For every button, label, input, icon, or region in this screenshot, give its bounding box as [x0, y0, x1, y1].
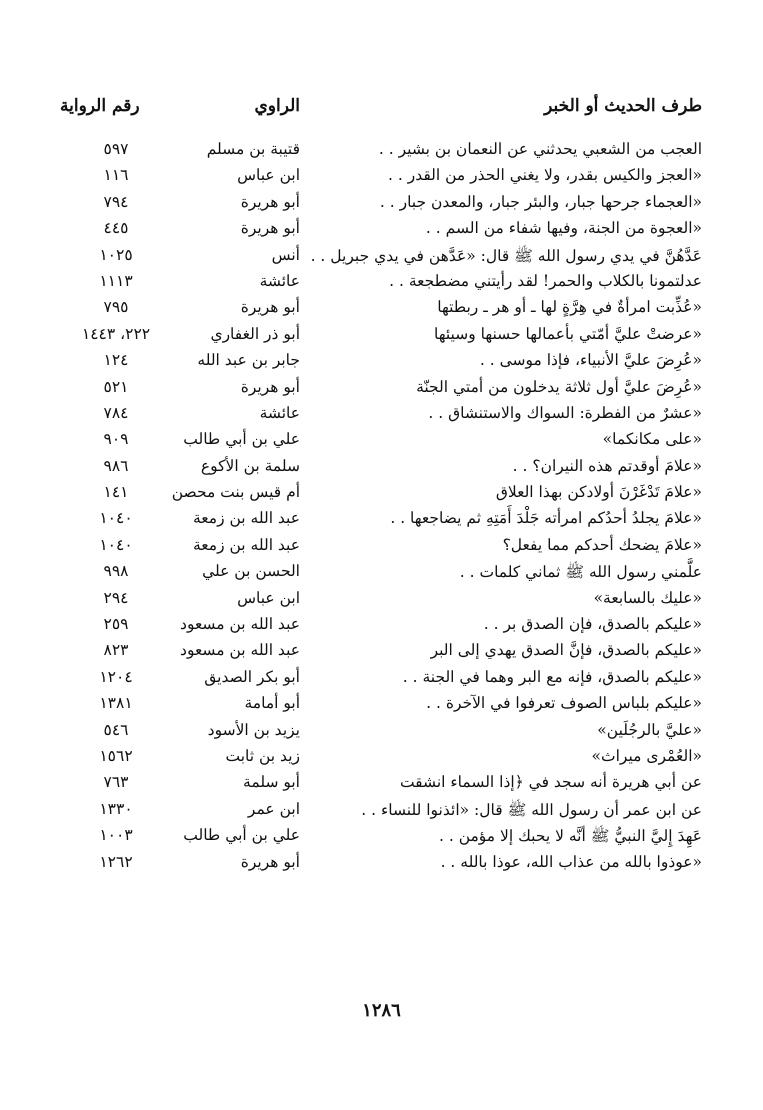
narration-number: ١٢٦٢ [99, 852, 133, 871]
narration-number: ٢٢٢، ١٤٤٣ [81, 324, 151, 343]
table-row [60, 826, 702, 852]
narrator-name: أم قيس بنت محصن [171, 483, 300, 502]
hadith-text: «علامَ يضحك أحدكم مما يفعل؟ [502, 535, 702, 554]
table-header [60, 96, 702, 122]
narrator-name: أبو هريرة [240, 192, 300, 211]
narration-number: ١٢٤ [103, 351, 129, 370]
table-row [60, 853, 702, 879]
hadith-text: «عليكم بالصدق، فإن الصدق بر . . [483, 615, 702, 634]
table-row [60, 509, 702, 535]
narrator-name: أبو أمامة [244, 694, 300, 713]
hadith-text: «عُذِّبت امرأةٌ في هِرَّةٍ لها ـ أو هر ـ ربطتها [437, 298, 702, 317]
narrator-name: قتيبة بن مسلم [206, 140, 300, 158]
narration-number: ٥٤٦ [103, 720, 129, 739]
hadith-text: «العجماء جرحها جبار، والبئر جبار، والمعدن جبار . . [379, 192, 702, 211]
hadith-text: عن أبي هريرة أنه سجد في ﴿إذا السماء انشقت [399, 773, 702, 792]
narrator-name: عبد الله بن زمعة [192, 509, 300, 528]
table-row [60, 800, 702, 826]
narrator-name: أبو بكر الصديق [204, 667, 300, 686]
hadith-text: «عليكم بلباس الصوف تعرفوا في الآخرة . . [426, 694, 702, 713]
narration-number: ١٠٠٣ [99, 826, 133, 845]
narrator-name: ابن عمر [247, 799, 300, 818]
narrator-name: أبو هريرة [240, 852, 300, 871]
table-row [60, 404, 702, 430]
page-number: ١٢٨٦ [362, 1000, 401, 1021]
narration-number: ٥٢١ [103, 377, 129, 396]
narrator-name: علي بن أبي طالب [183, 430, 300, 449]
table-row [60, 589, 702, 615]
narration-number: ٧٦٣ [103, 773, 129, 792]
narrator-name: أبو هريرة [240, 219, 300, 238]
hadith-text: «على مكانكما» [602, 430, 702, 449]
table-row [60, 562, 702, 588]
narration-number: ١٠٤٠ [99, 509, 133, 528]
table-row [60, 457, 702, 483]
table-row [60, 166, 702, 192]
hadith-text: عَدَّهُنَّ في يدي رسول الله ﷺ قال: «عَدَّهن في يدي جبريل . . [310, 246, 702, 265]
hadith-text: عن ابن عمر أن رسول الله ﷺ قال: «ائذنوا للنساء . . [361, 800, 702, 819]
hadith-text: «علامَ يجلدُ أحدُكم امرأته جَلْدَ أَمَتِهِ ثم يضاجعها . . [390, 509, 702, 528]
narrator-name: ابن عباس [237, 166, 300, 185]
narration-number: ١١١٣ [99, 271, 133, 290]
narrator-name: زيد بن ثابت [225, 746, 300, 765]
hadith-text: «عرضتْ عليَّ أمّتي بأعمالها حسنها وسيئها [433, 324, 702, 343]
narration-number: ٤٤٥ [103, 219, 129, 238]
narrator-name: عبد الله بن زمعة [192, 535, 300, 554]
narration-number: ١٢٠٤ [99, 667, 133, 686]
narrator-name: أبو هريرة [240, 298, 300, 317]
narration-number: ٧٩٤ [103, 192, 129, 211]
narration-number: ١٠٤٠ [99, 535, 133, 554]
table-row [60, 536, 702, 562]
index-table [60, 140, 702, 879]
table-row [60, 747, 702, 773]
narration-number: ٩٠٩ [103, 430, 129, 449]
hadith-text: علَّمني رسول الله ﷺ ثماني كلمات . . [459, 563, 702, 582]
narration-number: ٩٨٦ [103, 456, 129, 475]
narration-number: ١٤١ [103, 483, 129, 502]
hadith-text: «العجز والكيس بقدر، ولا يغني الحذر من القدر . . [388, 166, 702, 185]
narrator-name: عبد الله بن مسعود [180, 641, 300, 660]
narration-number: ١٣٨١ [99, 694, 133, 713]
table-row [60, 615, 702, 641]
hadith-text: «عليكم بالصدق، فإنَّ الصدق يهدي إلى البر [430, 641, 702, 660]
table-row [60, 668, 702, 694]
table-row [60, 378, 702, 404]
hadith-text: «عُرِضَ عليَّ الأنبياء، فإذا موسى . . [479, 351, 702, 370]
narrator-name: جابر بن عبد الله [197, 351, 300, 370]
narration-number: ٢٩٤ [103, 588, 129, 607]
narration-number: ١١٦ [103, 166, 129, 185]
table-row [60, 246, 702, 272]
hadith-text: «عُرِضَ عليَّ أول ثلاثة يدخلون من أمتي الجنّة [416, 377, 702, 396]
narration-number: ٨٢٣ [103, 641, 129, 660]
narrator-name: ابن عباس [237, 588, 300, 607]
header-text: طرف الحديث أو الخبر [544, 96, 702, 116]
hadith-text: «عليك بالسابعة» [593, 588, 702, 607]
narration-number: ١٥٦٢ [99, 746, 133, 765]
hadith-text: «عليكم بالصدق، فإنه مع البر وهما في الجنة . . [402, 667, 702, 686]
narrator-name: يزيد بن الأسود [207, 720, 300, 739]
narration-number: ١٠٢٥ [99, 245, 133, 264]
table-row [60, 430, 702, 456]
narrator-name: الحسن بن علي [202, 562, 300, 581]
narrator-name: عائشة [259, 271, 300, 290]
narrator-name: أنس [271, 245, 300, 264]
hadith-text: «عوذوا بالله من عذاب الله، عوذا بالله . . [440, 852, 702, 871]
narration-number: ٩٩٨ [103, 562, 129, 581]
narration-number: ٧٨٤ [103, 403, 129, 422]
table-row [60, 140, 702, 166]
hadith-text: عَهِدَ إِليَّ النبيُّ ﷺ أنَّه لا يحبك إلا مؤمن . . [438, 827, 702, 846]
narrator-name: أبو ذر الغفاري [210, 324, 300, 343]
narration-number: ٥٩٧ [103, 140, 129, 158]
table-row [60, 272, 702, 298]
narrator-name: علي بن أبي طالب [183, 826, 300, 845]
hadith-text: العجب من الشعبي يحدثني عن النعمان بن بشير . . [378, 140, 702, 158]
hadith-text: «العُمْرى ميراث» [591, 746, 702, 765]
table-row [60, 351, 702, 377]
narrator-name: سلمة بن الأكوع [200, 456, 300, 475]
header-narrator: الراوي [254, 96, 300, 116]
hadith-text: عدلتمونا بالكلاب والحمر! لقد رأيتني مضطجعة . . [389, 271, 702, 290]
table-row [60, 721, 702, 747]
narration-number: ٧٩٥ [103, 298, 129, 317]
hadith-text: «عليَّ بالرجُلَين» [597, 720, 702, 739]
hadith-text: «علامَ تَدْغَرْنَ أولادكن بهذا العلاق [495, 483, 702, 502]
table-row [60, 773, 702, 799]
narration-number: ٢٥٩ [103, 615, 129, 634]
table-row [60, 641, 702, 667]
narrator-name: عائشة [259, 403, 300, 422]
table-row [60, 298, 702, 324]
narrator-name: أبو سلمة [243, 773, 300, 792]
table-row [60, 694, 702, 720]
hadith-text: «علامَ أوقدتم هذه النيران؟ . . [512, 456, 702, 475]
hadith-text: «عشرٌ من الفطرة: السواك والاستنشاق . . [428, 403, 702, 422]
hadith-text: «العجوة من الجنة، وفيها شفاء من السم . . [425, 219, 702, 238]
narration-number: ١٣٣٠ [99, 799, 133, 818]
table-row [60, 193, 702, 219]
table-row [60, 219, 702, 245]
narrator-name: عبد الله بن مسعود [180, 615, 300, 634]
table-row [60, 483, 702, 509]
header-number: رقم الرواية [60, 96, 140, 116]
narrator-name: أبو هريرة [240, 377, 300, 396]
table-row [60, 325, 702, 351]
